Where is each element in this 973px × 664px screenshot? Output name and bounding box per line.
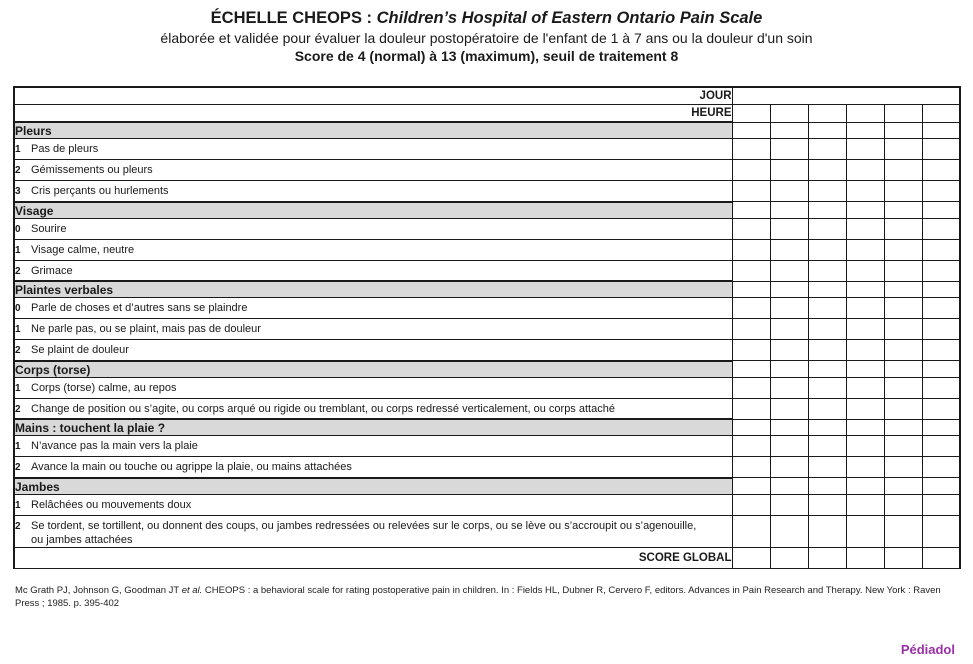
- item-score-cell[interactable]: [808, 340, 846, 361]
- score-range-line: Score de 4 (normal) à 13 (maximum), seuil de traitement 8: [294, 48, 679, 64]
- heure-cell[interactable]: [846, 105, 884, 123]
- item-row: [14, 181, 960, 202]
- item-description: Pas de pleurs: [31, 143, 99, 155]
- item-label: [14, 260, 732, 281]
- item-description: Avance la main ou touche ou agrippe la plaie, ou mains attachées: [31, 461, 352, 473]
- item-score-cell[interactable]: [732, 436, 770, 457]
- item-score-cell[interactable]: [808, 377, 846, 398]
- category-score-cell[interactable]: [884, 122, 922, 139]
- heure-cell[interactable]: [770, 105, 808, 123]
- item-score-cell[interactable]: [808, 398, 846, 419]
- item-score-cell[interactable]: [808, 515, 846, 547]
- item-label: [14, 218, 732, 239]
- item-score-cell[interactable]: [732, 298, 770, 319]
- item-score-cell[interactable]: [732, 515, 770, 547]
- item-score-cell[interactable]: [884, 181, 922, 202]
- item-score-cell[interactable]: [884, 239, 922, 260]
- total-score-cell[interactable]: [884, 547, 922, 568]
- category-score-cell[interactable]: [808, 202, 846, 219]
- reference-et-al: et al.: [181, 585, 203, 596]
- item-label: [14, 160, 732, 181]
- category-score-cell[interactable]: [884, 361, 922, 378]
- document-subtitle: élaborée et validée pour évaluer la douleur postopératoire de l'enfant de 1 à 7 ans ou la douleur d'un soin: [160, 30, 813, 46]
- item-score-cell[interactable]: [884, 457, 922, 478]
- item-score-cell[interactable]: [846, 139, 884, 160]
- item-score-cell[interactable]: [846, 260, 884, 281]
- jour-input-cell[interactable]: [732, 87, 960, 105]
- category-score-cell[interactable]: [732, 281, 770, 298]
- item-row: [14, 340, 960, 361]
- category-label: Jambes: [14, 478, 732, 495]
- category-score-cell[interactable]: [922, 122, 960, 139]
- item-score-cell[interactable]: [922, 494, 960, 515]
- category-score-cell[interactable]: [770, 361, 808, 378]
- item-score-cell[interactable]: [846, 457, 884, 478]
- item-score-cell[interactable]: [846, 377, 884, 398]
- item-score-cell[interactable]: [732, 457, 770, 478]
- item-score-cell[interactable]: [732, 377, 770, 398]
- category-score-cell[interactable]: [770, 419, 808, 436]
- item-row: [14, 377, 960, 398]
- category-row: [14, 122, 960, 139]
- item-score-value: 2: [15, 165, 21, 176]
- category-row: [14, 361, 960, 378]
- item-score-cell[interactable]: [732, 181, 770, 202]
- category-row: [14, 478, 960, 495]
- title-italic: Children’s Hospital of Eastern Ontario Pain Scale: [376, 9, 763, 27]
- item-score-value: 2: [15, 403, 21, 415]
- item-description: Se tordent, se tortillent, ou donnent des coups, ou jambes redressées ou relevées sur le corps, ou se lève ou s’accroupit ou s’agenouille, ou jambes attachées: [31, 519, 697, 546]
- item-score-cell[interactable]: [808, 139, 846, 160]
- item-description: Sourire: [31, 222, 67, 235]
- category-score-cell[interactable]: [884, 419, 922, 436]
- category-score-cell[interactable]: [846, 478, 884, 495]
- reference-citation: CHEOPS : a behavioral scale for rating postoperative pain in children. In : Fields HL, Dubner R, Cervero F, editors. Advances in Pain Research and Therapy. New York : Raven Press ; 1985. p. 395-402: [15, 585, 941, 609]
- item-description: Cris perçants ou hurlements: [31, 185, 169, 197]
- item-score-cell[interactable]: [884, 160, 922, 181]
- item-score-cell[interactable]: [770, 436, 808, 457]
- category-label: Visage: [14, 202, 732, 219]
- document-title: [0, 8, 973, 29]
- item-score-cell[interactable]: [808, 181, 846, 202]
- item-score-cell[interactable]: [808, 218, 846, 239]
- title-prefix: ÉCHELLE CHEOPS :: [210, 9, 377, 27]
- item-row: [14, 515, 960, 547]
- document-header: [0, 8, 973, 65]
- item-row: [14, 218, 960, 239]
- total-score-cell[interactable]: [732, 547, 770, 568]
- item-score-cell[interactable]: [922, 239, 960, 260]
- category-score-cell[interactable]: [884, 478, 922, 495]
- item-score-cell[interactable]: [884, 139, 922, 160]
- item-score-cell[interactable]: [770, 181, 808, 202]
- heure-row: [14, 105, 960, 123]
- reference-authors: Mc Grath PJ, Johnson G, Goodman JT: [15, 585, 182, 596]
- category-score-cell[interactable]: [732, 361, 770, 378]
- item-description: Se plaint de douleur: [31, 344, 129, 356]
- category-score-cell[interactable]: [808, 122, 846, 139]
- item-score-value: 2: [15, 345, 21, 356]
- item-label: [14, 457, 732, 478]
- item-score-value: 2: [15, 520, 21, 532]
- item-description: Visage calme, neutre: [31, 243, 135, 256]
- item-score-cell[interactable]: [770, 515, 808, 547]
- item-score-cell[interactable]: [770, 340, 808, 361]
- category-score-cell[interactable]: [732, 202, 770, 219]
- item-score-cell[interactable]: [732, 139, 770, 160]
- item-score-cell[interactable]: [808, 436, 846, 457]
- item-score-cell[interactable]: [808, 457, 846, 478]
- item-score-cell[interactable]: [770, 260, 808, 281]
- category-score-cell[interactable]: [922, 281, 960, 298]
- item-description: Gémissements ou pleurs: [31, 164, 153, 176]
- pediadol-logo[interactable]: Pédiadol: [900, 642, 955, 657]
- item-row: [14, 298, 960, 319]
- item-score-cell[interactable]: [922, 160, 960, 181]
- item-row: [14, 139, 960, 160]
- category-score-cell[interactable]: [770, 478, 808, 495]
- category-score-cell[interactable]: [846, 202, 884, 219]
- heure-cell[interactable]: [808, 105, 846, 123]
- category-row: [14, 419, 960, 436]
- item-score-cell[interactable]: [732, 260, 770, 281]
- item-score-value: 3: [15, 186, 21, 197]
- item-score-cell[interactable]: [922, 218, 960, 239]
- category-score-cell[interactable]: [770, 202, 808, 219]
- item-score-cell[interactable]: [884, 218, 922, 239]
- item-score-cell[interactable]: [846, 218, 884, 239]
- item-score-value: 1: [15, 499, 21, 511]
- item-score-cell[interactable]: [922, 436, 960, 457]
- item-label: [14, 436, 732, 457]
- item-description: N’avance pas la main vers la plaie: [31, 440, 198, 452]
- category-score-cell[interactable]: [770, 281, 808, 298]
- item-score-value: 1: [15, 144, 21, 155]
- item-score-cell[interactable]: [846, 398, 884, 419]
- item-score-cell[interactable]: [922, 319, 960, 340]
- item-score-cell[interactable]: [884, 515, 922, 547]
- item-description: Change de position ou s’agite, ou corps arqué ou rigide ou tremblant, ou corps redressé verticalement, ou corps attaché: [31, 402, 615, 415]
- category-score-cell[interactable]: [732, 122, 770, 139]
- item-score-cell[interactable]: [732, 239, 770, 260]
- category-score-cell[interactable]: [808, 478, 846, 495]
- item-row: [14, 319, 960, 340]
- item-score-cell[interactable]: [808, 239, 846, 260]
- item-score-cell[interactable]: [770, 457, 808, 478]
- item-label: [14, 181, 732, 202]
- item-score-cell[interactable]: [846, 494, 884, 515]
- item-label: [14, 377, 732, 398]
- item-score-cell[interactable]: [884, 260, 922, 281]
- item-score-cell[interactable]: [808, 160, 846, 181]
- item-score-cell[interactable]: [846, 436, 884, 457]
- item-score-value: 1: [15, 324, 21, 335]
- category-score-cell[interactable]: [732, 478, 770, 495]
- item-score-cell[interactable]: [770, 139, 808, 160]
- item-score-value: 0: [15, 303, 21, 314]
- item-score-value: 2: [15, 265, 21, 277]
- item-score-cell[interactable]: [922, 340, 960, 361]
- item-score-cell[interactable]: [846, 298, 884, 319]
- category-score-cell[interactable]: [846, 419, 884, 436]
- category-score-cell[interactable]: [808, 361, 846, 378]
- item-score-value: 1: [15, 441, 21, 452]
- item-score-cell[interactable]: [846, 319, 884, 340]
- item-label: [14, 515, 732, 547]
- item-score-cell[interactable]: [884, 319, 922, 340]
- item-score-cell[interactable]: [770, 218, 808, 239]
- item-score-cell[interactable]: [732, 319, 770, 340]
- item-score-cell[interactable]: [732, 160, 770, 181]
- item-row: [14, 494, 960, 515]
- item-score-cell[interactable]: [922, 298, 960, 319]
- item-score-cell[interactable]: [922, 260, 960, 281]
- jour-row: [14, 87, 960, 105]
- item-description: Grimace: [31, 264, 73, 277]
- category-row: [14, 281, 960, 298]
- score-global-label: SCORE GLOBAL: [14, 547, 732, 568]
- category-score-cell[interactable]: [808, 281, 846, 298]
- item-score-cell[interactable]: [770, 160, 808, 181]
- total-score-cell[interactable]: [922, 547, 960, 568]
- item-score-cell[interactable]: [922, 139, 960, 160]
- item-score-value: 2: [15, 462, 21, 473]
- heure-cell[interactable]: [922, 105, 960, 123]
- item-score-cell[interactable]: [770, 298, 808, 319]
- item-row: [14, 260, 960, 281]
- total-score-cell[interactable]: [808, 547, 846, 568]
- item-score-cell[interactable]: [884, 436, 922, 457]
- item-score-value: 1: [15, 244, 21, 256]
- item-label: [14, 398, 732, 419]
- item-score-cell[interactable]: [808, 298, 846, 319]
- item-score-cell[interactable]: [846, 340, 884, 361]
- item-score-cell[interactable]: [808, 494, 846, 515]
- category-row: [14, 202, 960, 219]
- item-description: Parle de choses et d’autres sans se plaindre: [31, 302, 248, 314]
- category-label: Pleurs: [14, 122, 732, 139]
- category-label: Corps (torse): [14, 361, 732, 378]
- item-score-cell[interactable]: [770, 239, 808, 260]
- category-label: Mains : touchent la plaie ?: [14, 419, 732, 436]
- item-label: [14, 239, 732, 260]
- item-score-cell[interactable]: [922, 398, 960, 419]
- item-score-cell[interactable]: [884, 298, 922, 319]
- category-score-cell[interactable]: [732, 419, 770, 436]
- item-score-cell[interactable]: [846, 160, 884, 181]
- cheops-score-table: [13, 86, 961, 569]
- item-score-cell[interactable]: [846, 239, 884, 260]
- category-score-cell[interactable]: [808, 419, 846, 436]
- item-score-cell[interactable]: [922, 377, 960, 398]
- item-description: Relâchées ou mouvements doux: [31, 498, 192, 511]
- category-score-cell[interactable]: [922, 478, 960, 495]
- item-score-cell[interactable]: [808, 319, 846, 340]
- item-score-cell[interactable]: [732, 218, 770, 239]
- item-score-value: 1: [15, 382, 21, 394]
- item-score-cell[interactable]: [770, 398, 808, 419]
- item-description: Ne parle pas, ou se plaint, mais pas de douleur: [31, 323, 261, 335]
- category-score-cell[interactable]: [922, 202, 960, 219]
- item-score-cell[interactable]: [884, 494, 922, 515]
- total-score-cell[interactable]: [846, 547, 884, 568]
- item-score-cell[interactable]: [884, 377, 922, 398]
- item-score-cell[interactable]: [732, 494, 770, 515]
- item-score-cell[interactable]: [884, 340, 922, 361]
- category-score-cell[interactable]: [846, 281, 884, 298]
- item-score-cell[interactable]: [770, 319, 808, 340]
- item-row: [14, 239, 960, 260]
- item-description: Corps (torse) calme, au repos: [31, 381, 177, 394]
- item-score-cell[interactable]: [922, 515, 960, 547]
- item-row: [14, 457, 960, 478]
- category-score-cell[interactable]: [770, 122, 808, 139]
- category-score-cell[interactable]: [922, 361, 960, 378]
- item-score-cell[interactable]: [922, 457, 960, 478]
- category-label: Plaintes verbales: [14, 281, 732, 298]
- item-row: [14, 160, 960, 181]
- score-global-row: [14, 547, 960, 568]
- item-score-cell[interactable]: [922, 181, 960, 202]
- item-score-cell[interactable]: [808, 260, 846, 281]
- category-score-cell[interactable]: [922, 419, 960, 436]
- heure-cell[interactable]: [884, 105, 922, 123]
- item-score-cell[interactable]: [770, 494, 808, 515]
- item-label: [14, 319, 732, 340]
- item-label: [14, 298, 732, 319]
- item-score-cell[interactable]: [732, 340, 770, 361]
- heure-label: HEURE: [14, 105, 732, 123]
- jour-label: JOUR: [14, 87, 732, 105]
- category-score-cell[interactable]: [846, 361, 884, 378]
- item-row: [14, 436, 960, 457]
- bibliographic-reference: [15, 584, 955, 610]
- item-label: [14, 139, 732, 160]
- category-score-cell[interactable]: [846, 122, 884, 139]
- total-score-cell[interactable]: [770, 547, 808, 568]
- item-score-cell[interactable]: [770, 377, 808, 398]
- item-row: [14, 398, 960, 419]
- heure-cell[interactable]: [732, 105, 770, 123]
- category-score-cell[interactable]: [884, 281, 922, 298]
- item-score-cell[interactable]: [884, 398, 922, 419]
- category-score-cell[interactable]: [884, 202, 922, 219]
- item-score-cell[interactable]: [846, 181, 884, 202]
- item-label: [14, 340, 732, 361]
- item-score-value: 0: [15, 223, 21, 235]
- item-score-cell[interactable]: [732, 398, 770, 419]
- item-score-cell[interactable]: [846, 515, 884, 547]
- item-label: [14, 494, 732, 515]
